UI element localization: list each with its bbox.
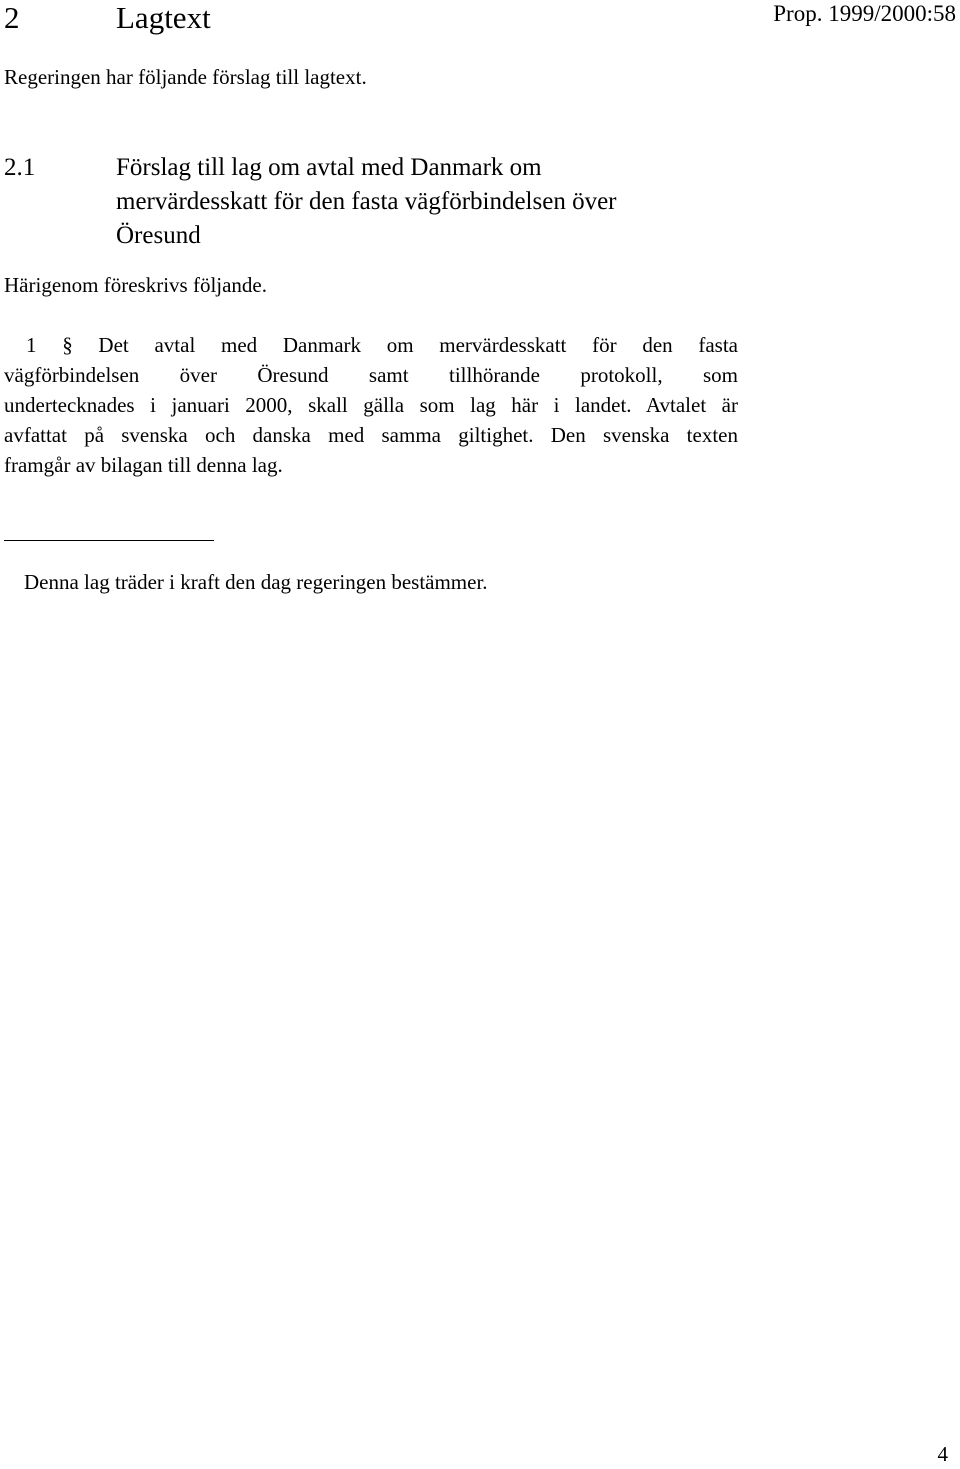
divider-rule [4, 540, 214, 541]
subsection-title [116, 151, 716, 253]
paragraph-line: framgår av bilagan till denna lag. [4, 453, 283, 477]
paragraph-line: avfattat på svenska och danska med samma giltighet. Den svenska texten [4, 423, 738, 447]
section-number: 2 [4, 0, 20, 35]
subsection-number: 2.1 [4, 154, 36, 181]
paragraph-line: undertecknades i januari 2000, skall gälla som lag här i landet. Avtalet är [4, 393, 738, 417]
paragraph-line: vägförbindelsen över Öresund samt tillhörande protokoll, som [4, 363, 738, 387]
section-title: Lagtext [116, 0, 211, 35]
page-number: 4 [937, 1442, 948, 1466]
law-paragraph [4, 330, 738, 480]
subsection-title-line: mervärdesskatt för den fasta vägförbindelsen över [116, 188, 617, 215]
proposition-reference: Prop. 1999/2000:58 [773, 1, 956, 26]
enacting-clause: Härigenom föreskrivs följande. [4, 273, 268, 297]
subsection-title-line: Öresund [116, 222, 201, 249]
entry-into-force: Denna lag träder i kraft den dag regeringen bestämmer. [24, 570, 488, 594]
subsection-title-line: Förslag till lag om avtal med Danmark om [116, 154, 542, 181]
intro-text: Regeringen har följande förslag till lagtext. [4, 65, 367, 89]
paragraph-line: 1 § Det avtal med Danmark om mervärdesskatt för den fasta [26, 333, 738, 357]
